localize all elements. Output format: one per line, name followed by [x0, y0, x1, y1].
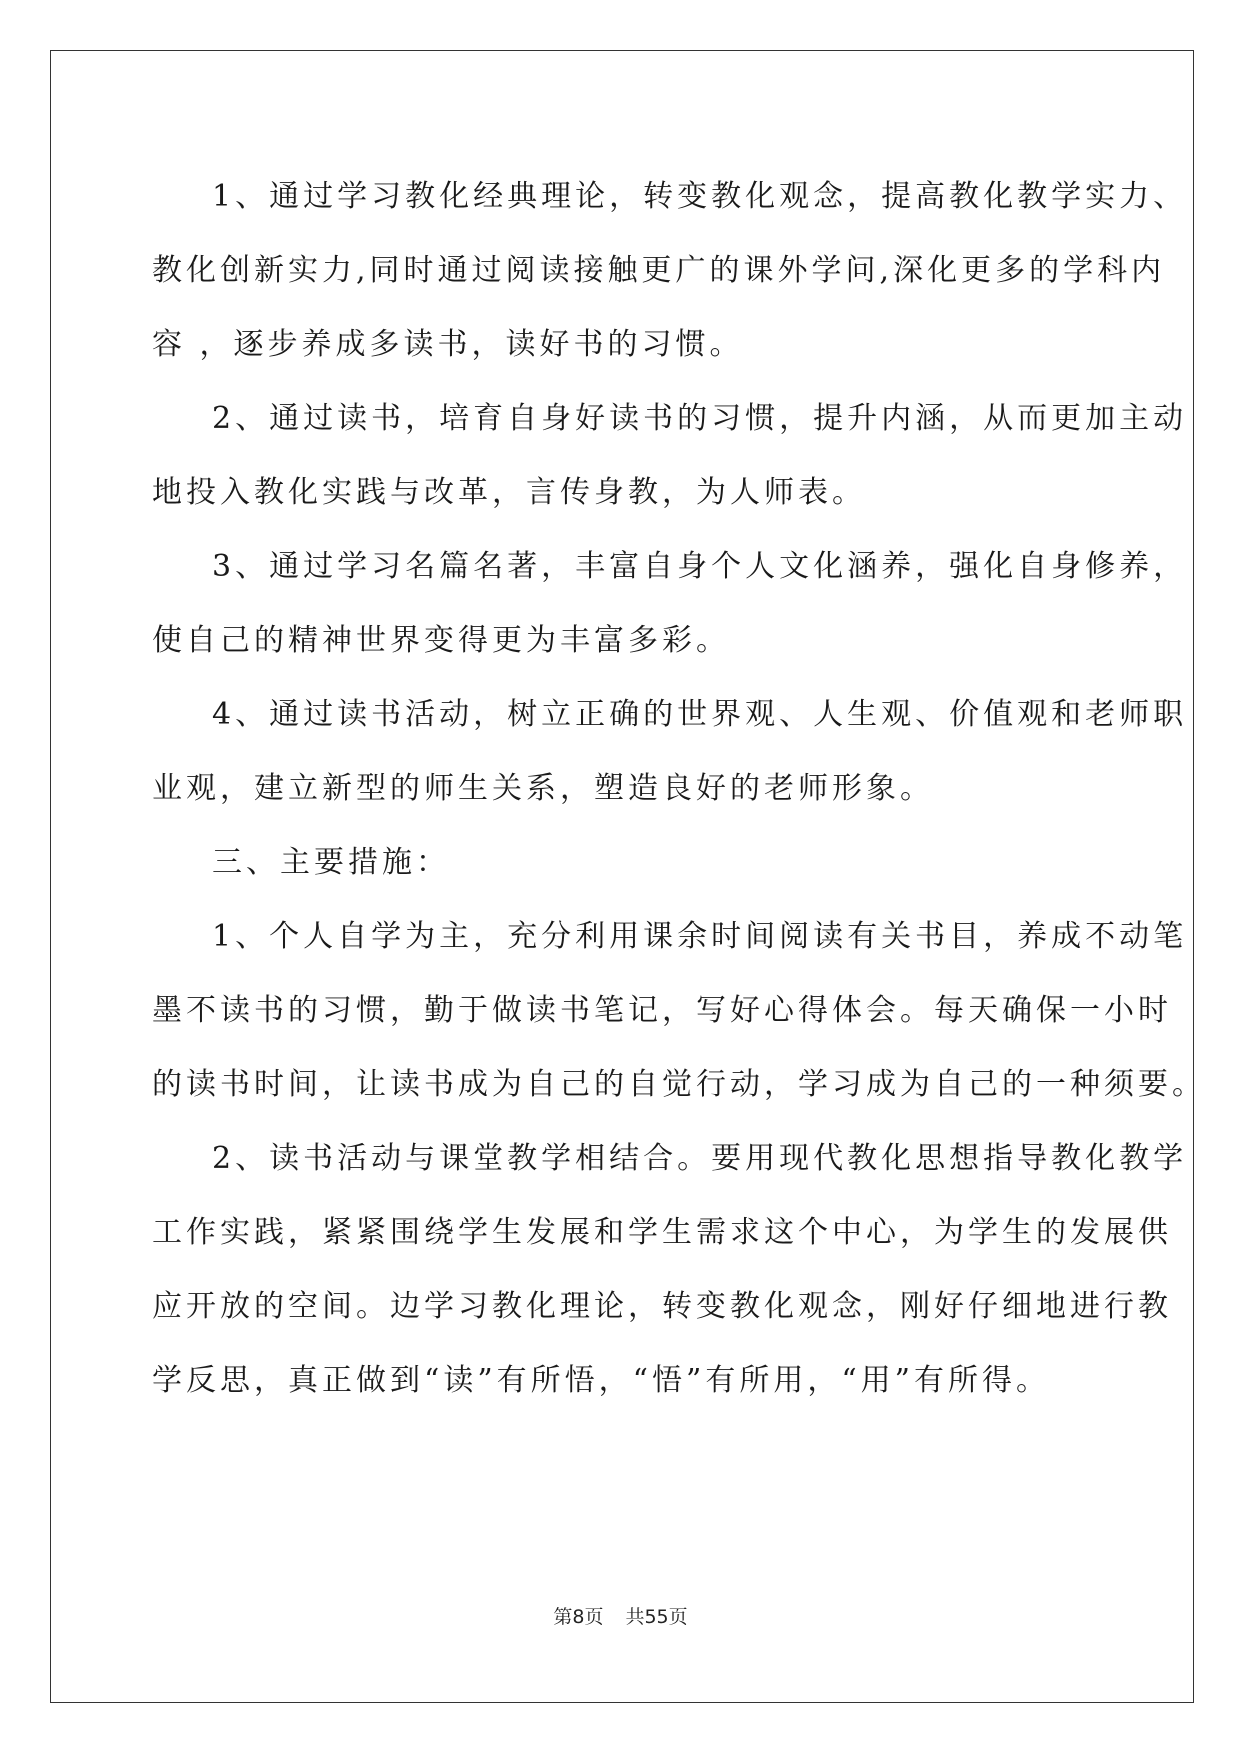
paragraph-line: 4、通过读书活动，树立正确的世界观、人生观、价值观和老师职 [212, 697, 1188, 732]
section-heading-measures [152, 826, 1082, 900]
paragraph-goal-1 [152, 160, 1188, 382]
paragraph-line: 地投入教化实践与改革，言传身教，为人师表。 [152, 475, 866, 510]
paragraph-measure-1 [152, 900, 1206, 1122]
paragraph-line: 使自己的精神世界变得更为丰富多彩。 [152, 623, 730, 658]
paragraph-measure-2 [152, 1122, 1188, 1418]
total-page-count: 共55页 [625, 1606, 688, 1628]
paragraph-line: 1、通过学习教化经典理论，转变教化观念，提高教化教学实力、 [212, 179, 1188, 214]
paragraph-line: 工作实践，紧紧围绕学生发展和学生需求这个中心，为学生的发展供 [152, 1215, 1172, 1250]
page-footer [0, 1602, 1241, 1629]
paragraph-line: 2、读书活动与课堂教学相结合。要用现代教化思想指导教化教学 [212, 1141, 1188, 1176]
paragraph-goal-2 [152, 382, 1188, 530]
paragraph-line: 应开放的空间。边学习教化理论，转变教化观念，刚好仔细地进行教 [152, 1289, 1172, 1324]
paragraph-line: 3、通过学习名篇名著，丰富自身个人文化涵养，强化自身修养， [212, 549, 1188, 584]
paragraph-goal-3 [152, 530, 1188, 678]
paragraph-goal-4 [152, 678, 1188, 826]
section-heading: 三、主要措施： [212, 845, 450, 880]
paragraph-line: 墨不读书的习惯，勤于做读书笔记，写好心得体会。每天确保一小时 [152, 993, 1172, 1028]
paragraph-line: 业观，建立新型的师生关系，塑造良好的老师形象。 [152, 771, 934, 806]
paragraph-line: 容 ，逐步养成多读书，读好书的习惯。 [152, 327, 744, 362]
paragraph-line: 的读书时间，让读书成为自己的自觉行动，学习成为自己的一种须要。 [152, 1067, 1206, 1102]
document-body [152, 160, 1206, 1418]
paragraph-line: 2、通过读书，培育自身好读书的习惯，提升内涵，从而更加主动 [212, 401, 1188, 436]
paragraph-line: 教化创新实力,同时通过阅读接触更广的课外学问,深化更多的学科内 [152, 253, 1166, 288]
current-page-number: 第8页 [553, 1606, 604, 1628]
paragraph-line: 学反思，真正做到“读”有所悟，“悟”有所用，“用”有所得。 [152, 1363, 1051, 1398]
paragraph-line: 1、个人自学为主，充分利用课余时间阅读有关书目，养成不动笔 [212, 919, 1188, 954]
